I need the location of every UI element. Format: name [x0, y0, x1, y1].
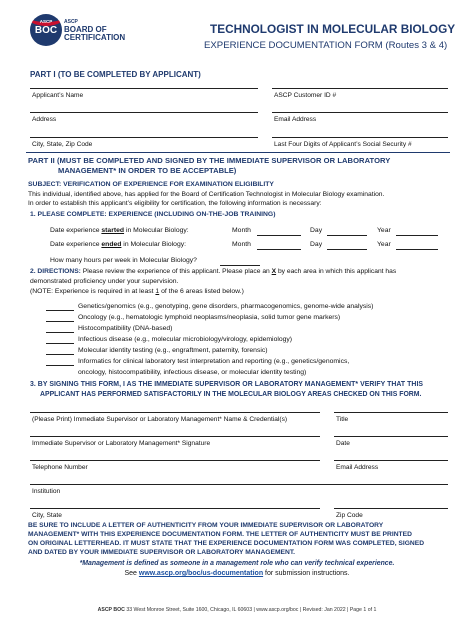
applicant-name-label: Applicant’s Name: [32, 92, 84, 99]
started-day-label: Day: [310, 227, 323, 234]
management-definition: *Management is defined as someone in a management role who can verify technical experience.: [79, 560, 395, 567]
logo-org-line2: CERTIFICATION: [64, 33, 126, 42]
area-checkbox[interactable]: [46, 365, 74, 366]
started-month-input[interactable]: [257, 235, 301, 236]
date-label: Date: [336, 440, 350, 447]
telephone-field[interactable]: [30, 460, 320, 461]
area-checkbox[interactable]: [46, 321, 74, 322]
area-label: Histocompatibility (DNA-based): [78, 325, 173, 332]
subject-line: SUBJECT: VERIFICATION OF EXPERIENCE FOR EXAMINATION ELIGIBILITY: [28, 181, 274, 188]
area-label: Informatics for clinical laboratory test interpretation and reporting (e.g., genetics/genomics,: [78, 358, 350, 365]
item2-note: (NOTE: Experience is required in at least 1 of the 6 areas listed below.): [30, 288, 244, 295]
title-label: Title: [336, 416, 349, 423]
item3-line1: 3. BY SIGNING THIS FORM, I AS THE IMMEDIATE SUPERVISOR OR LABORATORY MANAGEMENT* VERIFY THAT THIS: [30, 381, 424, 388]
date-field[interactable]: [334, 436, 448, 437]
notice-line3: ON ORIGINAL LETTERHEAD. IT MUST STATE THAT THE EXPERIENCE DOCUMENTATION FORM WAS COMPLETED, SIGNED: [28, 540, 425, 547]
started-year-input[interactable]: [396, 235, 438, 236]
item3-line2: APPLICANT HAS PERFORMED SATISFACTORILY IN THE MOLECULAR BIOLOGY AREAS CHECKED ON THIS FORM.: [40, 391, 422, 398]
footer-org: ASCP BOC: [97, 607, 125, 613]
ended-month-input[interactable]: [257, 249, 301, 250]
page-footer: [0, 607, 474, 613]
ssn-label: Last Four Digits of Applicant’s Social Security #: [274, 141, 412, 148]
ended-day-label: Day: [310, 241, 323, 248]
logo-badge-bottom: BOC: [34, 25, 58, 36]
institution-label: Institution: [32, 488, 61, 495]
area-checkbox[interactable]: [46, 310, 74, 311]
ended-month-label: Month: [232, 241, 251, 248]
applicant-name-field[interactable]: [30, 88, 258, 89]
ended-row: Date experience ended in Molecular Biology:: [50, 241, 187, 248]
logo-org-small: ASCP: [64, 19, 78, 25]
address-field[interactable]: [30, 112, 258, 113]
sig-email-label: Email Address: [336, 464, 379, 471]
ended-year-input[interactable]: [396, 249, 438, 250]
telephone-label: Telephone Number: [32, 464, 88, 471]
hours-input[interactable]: [220, 265, 260, 266]
ended-year-label: Year: [377, 241, 391, 248]
area-label: Genetics/genomics (e.g., genotyping, gene disorders, pharmacogenomics, genome-wide analysis): [78, 303, 374, 310]
started-month-label: Month: [232, 227, 251, 234]
signature-label: Immediate Supervisor or Laboratory Management* Signature: [32, 440, 211, 447]
notice-line4: AND DATED BY YOUR IMMEDIATE SUPERVISOR OR LABORATORY MANAGEMENT.: [28, 549, 296, 556]
submission-instructions: See www.ascp.org/boc/us-documentation for submission instructions.: [124, 570, 350, 577]
notice-line1: BE SURE TO INCLUDE A LETTER OF AUTHENTICITY FROM YOUR IMMEDIATE SUPERVISOR OR LABORATORY: [28, 522, 384, 529]
area-label: Oncology (e.g., hematologic lymphoid neoplasms/neoplasia, solid tumor gene markers): [78, 314, 341, 321]
address-label: Address: [32, 116, 57, 123]
hours-label: How many hours per week in Molecular Biology?: [50, 257, 197, 264]
sig-email-field[interactable]: [334, 460, 448, 461]
form-subtitle: EXPERIENCE DOCUMENTATION FORM (Routes 3 & 4): [204, 40, 448, 51]
started-year-label: Year: [377, 227, 391, 234]
area-checkbox[interactable]: [46, 343, 74, 344]
started-word: started: [101, 227, 125, 234]
item1-heading: 1. PLEASE COMPLETE: EXPERIENCE (INCLUDING ON-THE-JOB TRAINING): [30, 211, 276, 218]
intro-line1: This individual, identified above, has applied for the Board of Certification Technologist in Molecular Biology examination.: [28, 191, 385, 198]
logo-badge: [30, 14, 62, 46]
city-state-label: City, State: [32, 512, 62, 519]
city-field[interactable]: [30, 137, 258, 138]
part2-heading-line2: MANAGEMENT* IN ORDER TO BE ACCEPTABLE): [58, 166, 237, 175]
ended-word: ended: [101, 241, 122, 248]
part2-heading-line1: PART II (MUST BE COMPLETED AND SIGNED BY THE IMMEDIATE SUPERVISOR OR LABORATORY: [28, 156, 391, 165]
area6-continued: oncology, histocompatibility, infectious disease, or molecular identity testing): [78, 369, 307, 376]
zip-label: Zip Code: [336, 512, 363, 519]
signature-field[interactable]: [30, 436, 320, 437]
email-field[interactable]: [272, 112, 448, 113]
notice-line2: MANAGEMENT* WITH THIS EXPERIENCE DOCUMENTATION FORM. THE LETTER OF AUTHENTICITY MUST BE PRINTED: [28, 531, 412, 538]
city-state-field[interactable]: [30, 508, 320, 509]
started-day-input[interactable]: [327, 235, 367, 236]
logo-org-line1: BOARD OF: [64, 25, 107, 34]
item2-directions-line2: demonstrated proficiency under your supervision.: [30, 278, 179, 285]
boc-logo: [30, 14, 130, 50]
ssn-field[interactable]: [272, 137, 448, 138]
area-label: Infectious disease (e.g., molecular microbiology/virology, epidemiology): [78, 336, 293, 343]
started-row: Date experience started in Molecular Biology:: [50, 227, 189, 234]
item2-directions: 2. DIRECTIONS: Please review the experience of this applicant. Please place an X by each area in which this applicant has: [30, 268, 397, 275]
supervisor-name-field[interactable]: [30, 412, 320, 413]
zip-field[interactable]: [334, 508, 448, 509]
ended-day-input[interactable]: [327, 249, 367, 250]
logo-badge-top: ASCP: [39, 19, 53, 24]
documentation-link[interactable]: www.ascp.org/boc/us-documentation: [138, 570, 264, 577]
email-label: Email Address: [274, 116, 317, 123]
form-title: TECHNOLOGIST IN MOLECULAR BIOLOGY: [210, 22, 456, 36]
supervisor-name-label: (Please Print) Immediate Supervisor or Laboratory Management* Name & Credential(s): [32, 416, 288, 423]
part1-heading: PART I (TO BE COMPLETED BY APPLICANT): [30, 70, 201, 79]
intro-line2: In order to establish this applicant’s eligibility for certification, the following information is necessary:: [28, 200, 322, 207]
city-label: City, State, Zip Code: [32, 141, 93, 148]
area-checkbox[interactable]: [46, 332, 74, 333]
footer-details: 33 West Monroe Street, Suite 1600, Chicago, IL 60603 | www.ascp.org/boc | Revised: Jan 2022 | Page 1 of 1: [124, 607, 377, 613]
section-divider: [26, 152, 450, 153]
area-checkbox[interactable]: [46, 354, 74, 355]
title-field[interactable]: [334, 412, 448, 413]
customer-id-field[interactable]: [272, 88, 448, 89]
area-label: Molecular identity testing (e.g., engraftment, paternity, forensic): [78, 347, 268, 354]
institution-field[interactable]: [30, 484, 448, 485]
customer-id-label: ASCP Customer ID #: [274, 92, 337, 99]
